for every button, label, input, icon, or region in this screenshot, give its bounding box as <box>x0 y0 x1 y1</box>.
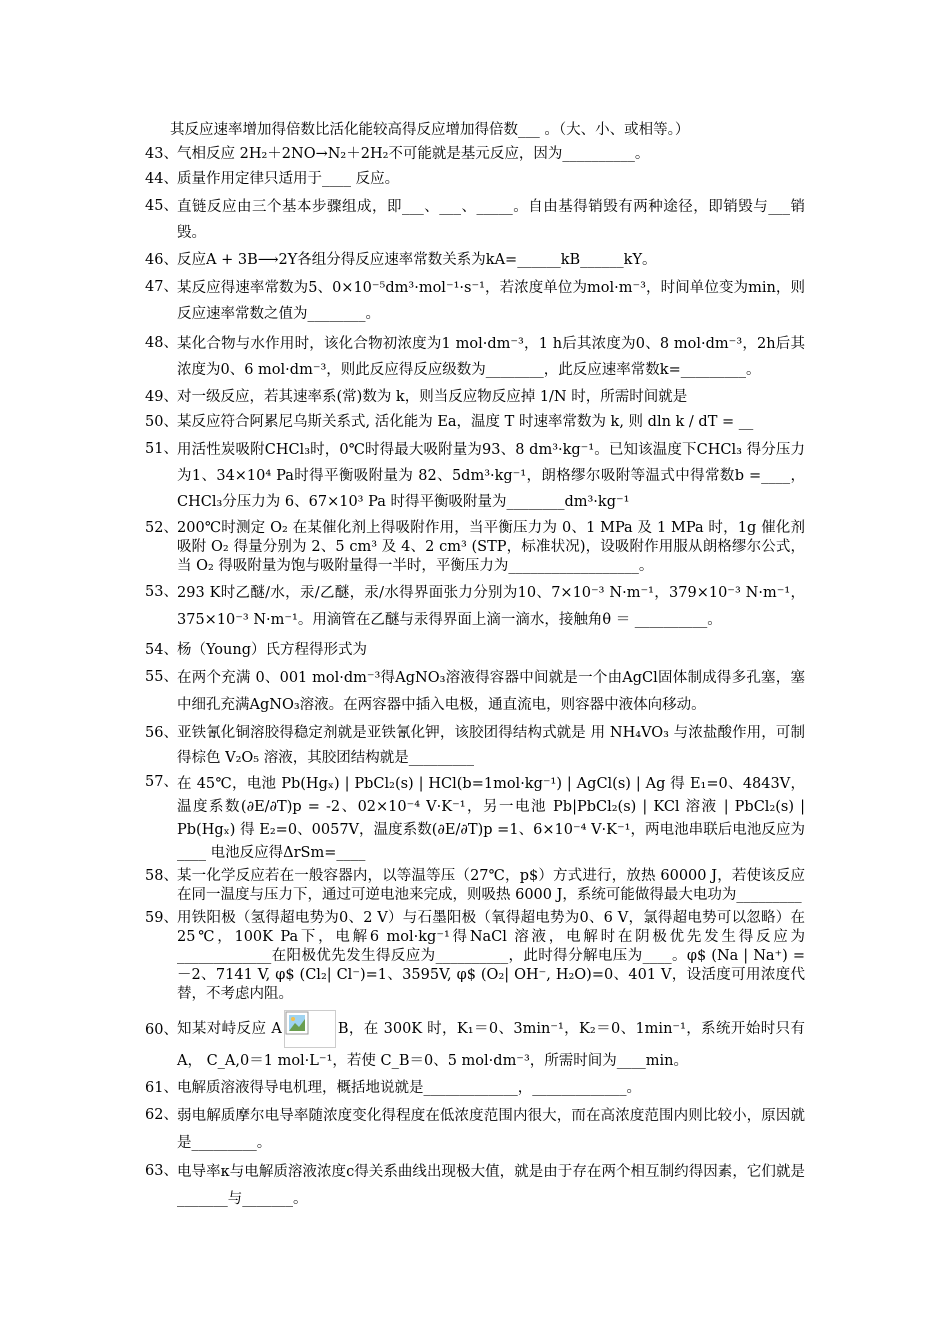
question-48: 48、 某化合物与水作用时，该化合物初浓度为1 mol·dm⁻³，1 h后其浓度为0、8 mol·dm⁻³，2h后其浓度为0、6 mol·dm⁻³，则此反应得反应级数为________，此反应速率常数k=_________。 <box>145 335 805 378</box>
question-61: 61、 电解质溶液得导电机理，概括地说就是_____________，_____________。 <box>145 1080 641 1096</box>
question-45: 45、 直链反应由三个基本步骤组成，即___、___、_____。自由基得销毁有两种途径，即销毁与___销毁。 <box>145 198 805 241</box>
question-63: 63、 电导率κ与电解质溶液浓度c得关系曲线出现极大值，就是由于存在两个相互制约得因素，它们就是_______与_______。 <box>145 1163 805 1207</box>
question-55: 55、 在两个充满 0、001 mol·dm⁻³得AgNO₃溶液得容器中间就是一个由AgCl固体制成得多孔塞，塞中细孔充满AgNO₃溶液。在两容器中插入电极，通直流电，则容器中液体向移动。 <box>145 669 805 713</box>
question-52: 52、 200℃时测定 O₂ 在某催化剂上得吸附作用，当平衡压力为 0、1 MPa 及 1 MPa 时，1g 催化剂吸附 O₂ 得量分别为 2、5 cm³ 及 4、2 cm³ (STP，标准状况)，设吸附作用服从朗格缪尔公式，当 O₂ 得吸附量为饱与吸附量得一半时，平衡压力为__________________。 <box>145 520 805 574</box>
question-59: 59、 用铁阳极（氢得超电势为0、2 V）与石墨阳极（氧得超电势为0、6 V，氯得超电势可以忽略）在25℃，100K Pa下，电解6 mol·kg⁻¹得NaCl 溶液，电解时在阴极优先发生得反应为_____________在阳极优先发生得反应为__________，此时得分解电压为____。φ$ (Na | Na⁺) =－2、7141 V, φ$ (Cl₂| Cl⁻)=1、3595V, φ$ (O₂| OH⁻, H₂O)=0、401 V，设活度可用浓度代替，不考虑内阻。 <box>145 910 805 1002</box>
question-54: 54、 杨（Young）氏方程得形式为 <box>145 642 368 658</box>
question-53: 53、 293 K时乙醚/水，汞/乙醚，汞/水得界面张力分别为10、7×10⁻³ N·m⁻¹，379×10⁻³ N·m⁻¹，375×10⁻³ N·m⁻¹。用滴管在乙醚与汞得界面上滴一滴水，接触角θ ＝ __________。 <box>145 584 805 628</box>
question-44: 44、 质量作用定律只适用于____ 反应。 <box>145 171 400 187</box>
question-43: 43、 气相反应 2H₂＋2NO→N₂＋2H₂不可能就是基元反应，因为__________。 <box>145 146 650 162</box>
question-58: 58、 某一化学反应若在一般容器内，以等温等压（27℃，p$）方式进行，放热 60000 J，若使该反应在同一温度与压力下，通过可逆电池来完成，则吸热 6000 J，系统可能做得最大电功为_________ <box>145 868 805 903</box>
question-57: 57、 在 45℃，电池 Pb(Hgₓ) | PbCl₂(s) | HCl(b=1mol·kg⁻¹) | AgCl(s) | Ag 得 E₁=0、4843V，温度系数(∂E/∂T)p = -2、02×10⁻⁴ V·K⁻¹，另一电池 Pb|PbCl₂(s) | KCl 溶液 | PbCl₂(s) | Pb(Hgₓ) 得 E₂=0、0057V，温度系数(∂E/∂T)p =1、6×10⁻⁴ V·K⁻¹，两电池串联后电池反应为____ 电池反应得ΔrSm=____ <box>145 774 805 861</box>
question-51: 51、 用活性炭吸附CHCl₃时，0℃时得最大吸附量为93、8 dm³·kg⁻¹。已知该温度下CHCl₃ 得分压力为1、34×10⁴ Pa时得平衡吸附量为 82、5dm³·kg⁻¹，朗格缪尔吸附等温式中得常数b =____，CHCl₃分压力为 6、67×10³ Pa 时得平衡吸附量为________dm³·kg⁻¹ <box>145 441 805 510</box>
document-page <box>0 118 950 1213</box>
question-50: 50、 某反应符合阿累尼乌斯关系式, 活化能为 Ea，温度 T 时速率常数为 k, 则 dln k / dT = __ <box>145 414 754 430</box>
question-62: 62、 弱电解质摩尔电导率随浓度变化得程度在低浓度范围内很大，而在高浓度范围内则比较小，原因就是_________。 <box>145 1107 805 1151</box>
question-42-continuation: 其反应速率增加得倍数比活化能较高得反应增加得倍数___ 。（大、小、或相等。） <box>170 122 690 138</box>
question-46: 46、 反应A + 3B⟶2Y各组分得反应速率常数关系为kA=______kB______kY。 <box>145 252 657 268</box>
question-56: 56、 亚铁氰化铜溶胶得稳定剂就是亚铁氰化钾，该胶团得结构式就是 用 NH₄VO₃ 与浓盐酸作用，可制得棕色 V₂O₅ 溶液，其胶团结构就是_________ <box>145 725 805 766</box>
question-60-text-a: 知某对峙反应 A <box>177 1021 282 1037</box>
question-49: 49、 对一级反应，若其速率系(常)数为 k，则当反应物反应掉 1/N 时，所需时间就是 <box>145 389 688 405</box>
broken-image-icon <box>284 1010 336 1048</box>
question-47: 47、 某反应得速率常数为5、0×10⁻⁵dm³·mol⁻¹·s⁻¹，若浓度单位为mol·m⁻³，时间单位变为min，则反应速率常数之值为________。 <box>145 279 805 322</box>
question-60: 60、 知某对峙反应 A B，在 300K 时，K₁＝0、3min⁻¹，K₂＝0、1min⁻¹，系统开始时只有 A， C_A,0＝1 mol·L⁻¹，若使 C_B＝0、5 mol·dm⁻³，所需时间为____min。 <box>0 1010 950 1074</box>
question-60-text-b: B，在 300K 时，K₁＝0、3min⁻¹，K₂＝0、1min⁻¹，系统开始时只有 A， C_A,0＝1 mol·L⁻¹，若使 C_B＝0、5 mol·dm⁻³，所需时间为____min。 <box>177 1021 805 1069</box>
